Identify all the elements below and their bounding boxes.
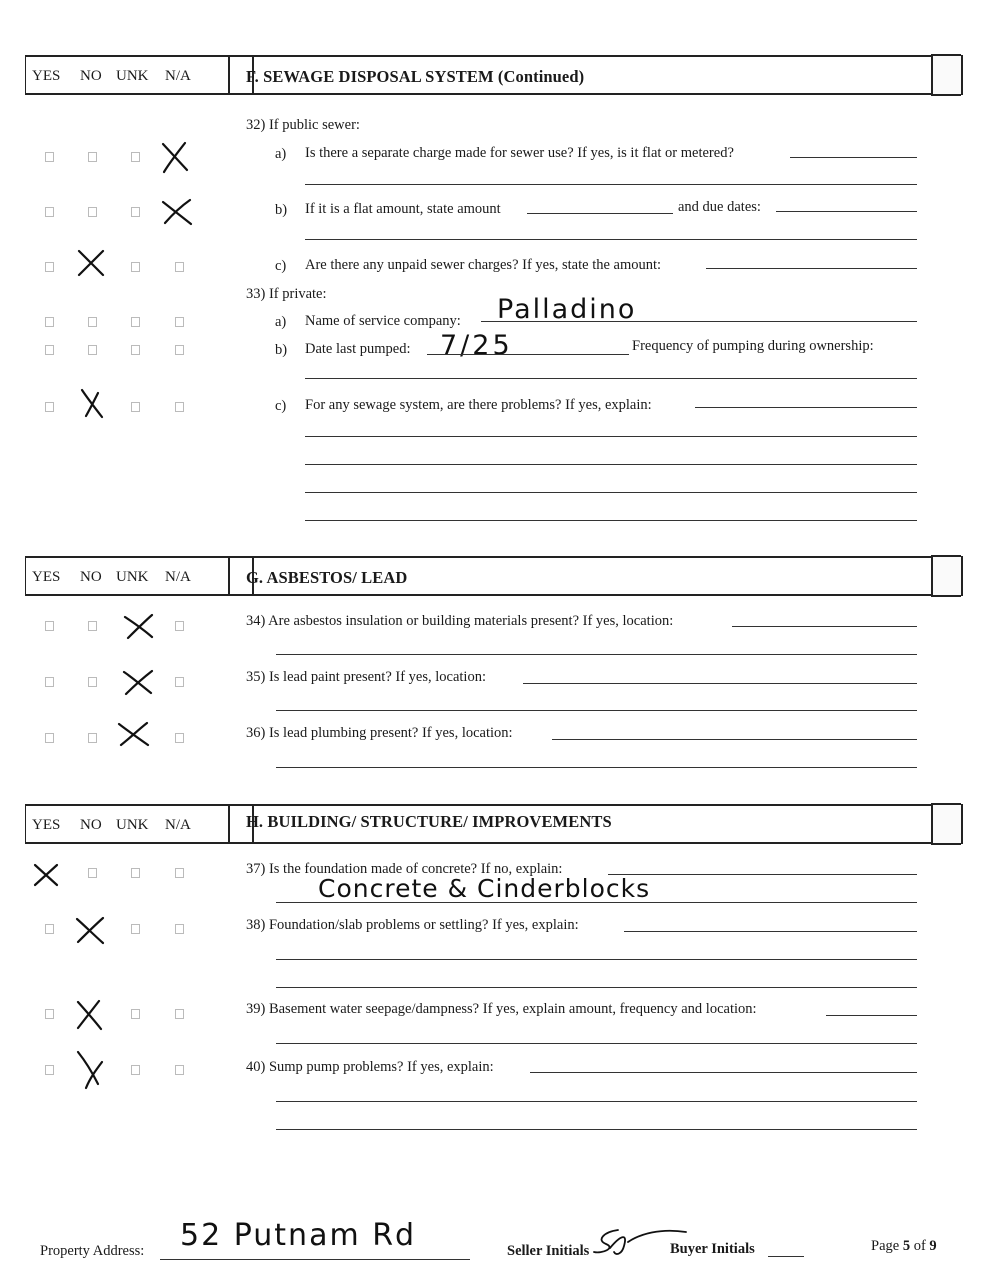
- answer-line[interactable]: [276, 902, 917, 903]
- answer-line[interactable]: [790, 157, 917, 158]
- checkbox-unk[interactable]: [131, 262, 140, 272]
- header-tab: [931, 54, 961, 96]
- answer-line[interactable]: [608, 874, 917, 875]
- checkbox-no[interactable]: [88, 733, 97, 743]
- answer-line[interactable]: [276, 767, 917, 768]
- answer-line[interactable]: [276, 959, 917, 960]
- handwritten-property-address: 52 Putnam Rd: [180, 1218, 417, 1253]
- col-no: NO: [80, 817, 102, 833]
- handwritten-service-company: Palladino: [497, 294, 637, 325]
- checkbox-yes[interactable]: [45, 1009, 54, 1019]
- q32a-letter: a): [275, 146, 287, 162]
- answer-line[interactable]: [305, 378, 917, 379]
- x-mark: [74, 998, 104, 1032]
- checkbox-na[interactable]: [175, 677, 184, 687]
- col-unk: UNK: [116, 68, 149, 84]
- question-33b-frequency: Frequency of pumping during ownership:: [632, 338, 874, 354]
- checkbox-yes[interactable]: [45, 345, 54, 355]
- answer-line[interactable]: [695, 407, 917, 408]
- answer-line[interactable]: [624, 931, 917, 932]
- address-line[interactable]: [160, 1259, 470, 1260]
- x-mark: [116, 720, 152, 748]
- checkbox-unk[interactable]: [131, 207, 140, 217]
- section-f-header: [25, 55, 963, 95]
- checkbox-na[interactable]: [175, 1065, 184, 1075]
- checkbox-na[interactable]: [175, 345, 184, 355]
- question-32b: If it is a flat amount, state amount: [305, 201, 501, 217]
- checkbox-unk[interactable]: [131, 317, 140, 327]
- checkbox-unk[interactable]: [131, 868, 140, 878]
- question-36: 36) Is lead plumbing present? If yes, location:: [246, 725, 513, 741]
- x-mark: [74, 915, 106, 945]
- page-total: 9: [929, 1238, 937, 1254]
- answer-line[interactable]: [305, 184, 917, 185]
- answer-columns-header: [26, 57, 230, 93]
- checkbox-na[interactable]: [175, 317, 184, 327]
- checkbox-no[interactable]: [88, 345, 97, 355]
- question-40: 40) Sump pump problems? If yes, explain:: [246, 1059, 494, 1075]
- checkbox-no[interactable]: [88, 868, 97, 878]
- checkbox-na[interactable]: [175, 621, 184, 631]
- x-mark: [78, 387, 106, 419]
- answer-columns-header: [26, 558, 230, 594]
- checkbox-yes[interactable]: [45, 207, 54, 217]
- checkbox-na[interactable]: [175, 262, 184, 272]
- handwritten-foundation: Concrete & Cinderblocks: [318, 874, 651, 903]
- page-number: [871, 1238, 937, 1255]
- x-mark: [32, 862, 60, 888]
- col-yes: YES: [32, 68, 61, 84]
- handwritten-date-pumped: 7/25: [440, 330, 513, 361]
- header-tab: [931, 555, 961, 597]
- checkbox-yes[interactable]: [45, 317, 54, 327]
- section-title: F. SEWAGE DISPOSAL SYSTEM (Continued): [246, 67, 585, 86]
- checkbox-no[interactable]: [88, 621, 97, 631]
- page-current: 5: [902, 1238, 911, 1254]
- col-na: N/A: [165, 68, 191, 84]
- checkbox-na[interactable]: [175, 733, 184, 743]
- header-tab: [931, 803, 961, 845]
- amount-line[interactable]: [527, 213, 673, 214]
- checkbox-yes[interactable]: [45, 621, 54, 631]
- property-address-label: Property Address:: [40, 1243, 145, 1259]
- x-mark: [76, 248, 106, 278]
- col-na: N/A: [165, 817, 191, 833]
- answer-line[interactable]: [305, 520, 917, 521]
- q32b-letter: b): [275, 202, 288, 218]
- answer-line[interactable]: [276, 987, 917, 988]
- answer-line[interactable]: [481, 321, 917, 322]
- col-unk: UNK: [116, 569, 149, 585]
- checkbox-unk[interactable]: [131, 402, 140, 412]
- question-39: 39) Basement water seepage/dampness? If yes, explain amount, frequency and location:: [246, 1001, 757, 1017]
- buyer-initials-line[interactable]: [768, 1256, 804, 1257]
- answer-line[interactable]: [552, 739, 917, 740]
- question-38: 38) Foundation/slab problems or settling? If yes, explain:: [246, 917, 579, 933]
- question-33: 33) If private:: [246, 286, 327, 302]
- checkbox-no[interactable]: [88, 152, 97, 162]
- x-mark: [160, 140, 190, 174]
- answer-line[interactable]: [305, 492, 917, 493]
- checkbox-na[interactable]: [175, 868, 184, 878]
- checkbox-yes[interactable]: [45, 402, 54, 412]
- col-yes: YES: [32, 817, 61, 833]
- answer-line[interactable]: [276, 710, 917, 711]
- q32c-letter: c): [275, 258, 287, 274]
- section-title: G. ASBESTOS/ LEAD: [246, 568, 408, 587]
- answer-line[interactable]: [276, 1101, 917, 1102]
- answer-line[interactable]: [530, 1072, 917, 1073]
- checkbox-yes[interactable]: [45, 677, 54, 687]
- answer-line[interactable]: [706, 268, 917, 269]
- x-mark: [160, 197, 194, 227]
- answer-line[interactable]: [276, 1043, 917, 1044]
- col-yes: YES: [32, 569, 61, 585]
- answer-line[interactable]: [523, 683, 917, 684]
- section-g-header: [25, 556, 963, 596]
- checkbox-yes[interactable]: [45, 262, 54, 272]
- checkbox-na[interactable]: [175, 1009, 184, 1019]
- q33a-letter: a): [275, 314, 287, 330]
- answer-line[interactable]: [826, 1015, 917, 1016]
- checkbox-unk[interactable]: [131, 924, 140, 934]
- section-title: H. BUILDING/ STRUCTURE/ IMPROVEMENTS: [246, 812, 612, 831]
- checkbox-yes[interactable]: [45, 1065, 54, 1075]
- page-of: of: [913, 1238, 926, 1254]
- question-32c: Are there any unpaid sewer charges? If yes, state the amount:: [305, 257, 662, 273]
- question-33b: Date last pumped:: [305, 341, 411, 357]
- seller-initials-label: Seller Initials: [507, 1243, 590, 1259]
- checkbox-yes[interactable]: [45, 733, 54, 743]
- checkbox-no[interactable]: [88, 317, 97, 327]
- q33c-letter: c): [275, 398, 287, 414]
- checkbox-unk[interactable]: [131, 1065, 140, 1075]
- col-na: N/A: [165, 569, 191, 585]
- question-32: 32) If public sewer:: [246, 117, 360, 133]
- checkbox-unk[interactable]: [131, 152, 140, 162]
- question-37: 37) Is the foundation made of concrete? If no, explain:: [246, 861, 563, 877]
- answer-columns-header: [26, 806, 230, 842]
- q33b-letter: b): [275, 342, 288, 358]
- question-33c: For any sewage system, are there problems? If yes, explain:: [305, 397, 652, 413]
- question-33a: Name of service company:: [305, 313, 461, 329]
- checkbox-no[interactable]: [88, 207, 97, 217]
- x-mark: [120, 668, 156, 696]
- answer-line[interactable]: [276, 1129, 917, 1130]
- checkbox-yes[interactable]: [45, 152, 54, 162]
- buyer-initials-label: Buyer Initials: [670, 1241, 755, 1257]
- page-prefix: Page: [871, 1238, 900, 1254]
- checkbox-na[interactable]: [175, 402, 184, 412]
- col-no: NO: [80, 68, 102, 84]
- question-32a: Is there a separate charge made for sewer use? If yes, is it flat or metered?: [305, 145, 734, 161]
- checkbox-na[interactable]: [175, 924, 184, 934]
- answer-line[interactable]: [305, 436, 917, 437]
- checkbox-unk[interactable]: [131, 345, 140, 355]
- col-unk: UNK: [116, 817, 149, 833]
- answer-line[interactable]: [776, 211, 917, 212]
- answer-line[interactable]: [276, 654, 917, 655]
- checkbox-unk[interactable]: [131, 1009, 140, 1019]
- x-mark: [74, 1048, 106, 1090]
- date-line[interactable]: [427, 354, 629, 355]
- answer-line[interactable]: [305, 464, 917, 465]
- question-34: 34) Are asbestos insulation or building materials present? If yes, location:: [246, 613, 674, 629]
- col-no: NO: [80, 569, 102, 585]
- checkbox-yes[interactable]: [45, 924, 54, 934]
- answer-line[interactable]: [732, 626, 917, 627]
- answer-line[interactable]: [305, 239, 917, 240]
- question-32b-due: and due dates:: [678, 199, 761, 215]
- checkbox-no[interactable]: [88, 677, 97, 687]
- question-35: 35) Is lead paint present? If yes, location:: [246, 669, 486, 685]
- x-mark: [122, 612, 156, 640]
- section-h-header: [25, 804, 963, 844]
